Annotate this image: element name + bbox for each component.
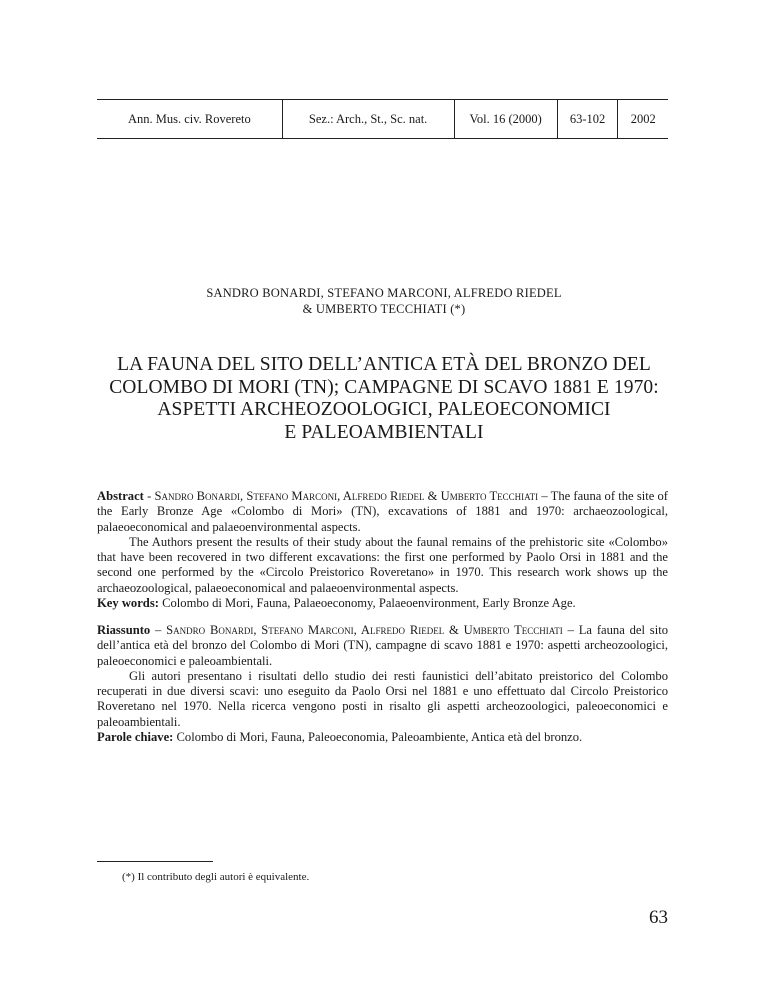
abstract-it-separator: – <box>150 623 167 637</box>
page-number: 63 <box>649 907 668 928</box>
abstract-english <box>97 489 668 611</box>
abstract-en-separator: - <box>143 489 155 503</box>
footnote-rule <box>97 861 213 862</box>
abstract-en-authors: Sandro Bonardi, Stefano Marconi, Alfredo Riedel & Umberto Tecchiati <box>154 489 539 503</box>
abstract-en-body: The Authors present the results of their study about the faunal remains of the prehistoric site «Colombo» that have been recovered in two different excavations: the first one performed by Paolo Orsi in 1881 and the second one performed by the «Circolo Preistorico Roveretano» in 1970. This research work shows up the archaeozoological, palaeoeconomical and palaeoenvironmental aspects. <box>97 534 668 595</box>
author-line-2: & UMBERTO TECCHIATI (*) <box>302 302 466 316</box>
title-line-3: ASPETTI ARCHEOZOOLOGICI, PALEOECONOMICI <box>157 399 611 420</box>
author-line-1: SANDRO BONARDI, STEFANO MARCONI, ALFREDO RIEDEL <box>206 286 562 300</box>
header-year: 2002 <box>617 100 668 138</box>
header-journal: Ann. Mus. civ. Rovereto <box>127 111 251 126</box>
abstract-en-label: Abstract <box>97 489 144 503</box>
header-pages: 63-102 <box>557 100 618 138</box>
header-volume: Vol. 16 (2000) <box>454 100 557 138</box>
footnote: (*) Il contributo degli autori è equivalente. <box>122 871 310 883</box>
abstract-it-keywords-label: Parole chiave: <box>97 730 174 745</box>
abstract-en-keywords-line <box>97 596 668 611</box>
abstract-it-reference: – La fauna del sito dell’antica età del bronzo del Colombo di Mori (TN), campagne di scavo 1881 e 1970: aspetti archeozoologici, paleoeconomici e paleoambientali. <box>97 623 669 668</box>
title-line-1: LA FAUNA DEL SITO DELL’ANTICA ETÀ DEL BRONZO DEL <box>117 354 651 375</box>
abstract-italian <box>97 623 668 745</box>
abstract-it-authors: Sandro Bonardi, Stefano Marconi, Alfredo Riedel & Umberto Tecchiati <box>166 623 563 637</box>
abstract-it-heading <box>97 623 668 669</box>
journal-header-table <box>97 99 668 139</box>
header-section: Sez.: Arch., St., Sc. nat. <box>282 100 454 138</box>
title-line-2: COLOMBO DI MORI (TN); CAMPAGNE DI SCAVO 1881 E 1970: <box>109 376 659 398</box>
title-line-4: E PALEOAMBIENTALI <box>284 421 484 443</box>
abstract-it-body: Gli autori presentano i risultati dello studio dei resti faunistici dell’abitato preistorico del Colombo recuperati in due diversi scavi: uno eseguito da Paolo Orsi nel 1881 e uno effettuato dal Circolo Preistorico Roveretano nel 1970. Nella ricerca vengono posti in risalto gli aspetti archeozoologici, paleoeconomici e paleoambientali. <box>97 668 668 729</box>
author-list <box>0 285 768 317</box>
abstract-it-keywords: Colombo di Mori, Fauna, Paleoeconomia, Paleoambiente, Antica età del bronzo. <box>173 730 583 745</box>
abstract-en-reference: – The fauna of the site of the Early Bronze Age «Colombo di Mori» (TN), excavations of 1881 and 1970: archaeozoological, palaeoeconomical and palaeoenvironmental aspects. <box>97 489 668 534</box>
abstract-it-keywords-line <box>97 730 668 745</box>
abstract-en-heading <box>97 489 668 535</box>
paper-title <box>0 354 768 444</box>
abstract-en-keywords-label: Key words: <box>97 596 159 611</box>
abstract-it-label: Riassunto <box>97 623 151 637</box>
abstract-en-keywords: Colombo di Mori, Fauna, Palaeoeconomy, Palaeoenvironment, Early Bronze Age. <box>158 596 576 611</box>
